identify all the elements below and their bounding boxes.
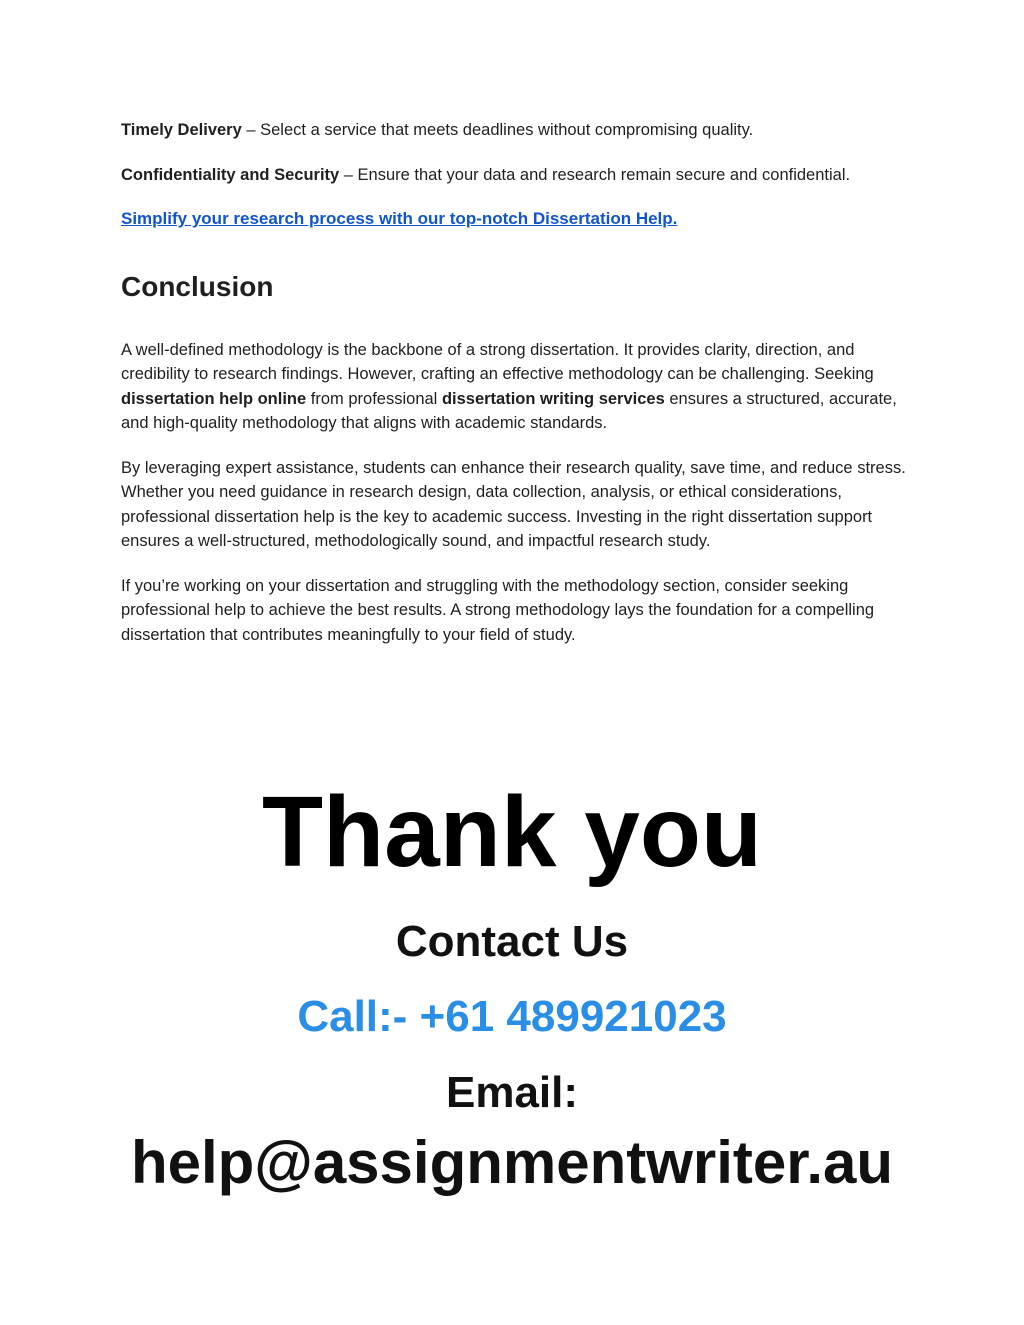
bold-run: dissertation writing services	[441, 389, 665, 408]
conclusion-heading: Conclusion	[121, 270, 274, 302]
cta-paragraph	[121, 207, 911, 232]
conclusion-paragraph-2: By leveraging expert assistance, students can enhance their research quality, save time, and reduce stress. Whether you need guidance in research design, data collection, analysis, or ethical considerations, professional dissertation help is the key to academic success. Investing in the right dissertation support ensures a well-structured, methodologically sound, and impactful research study.	[121, 458, 906, 550]
document-body	[121, 118, 911, 667]
email-label: Email:	[445, 1068, 579, 1117]
thank-you-heading: Thank you	[261, 776, 763, 888]
text-run: from professional	[306, 389, 442, 408]
point-text: – Select a service that meets deadlines without compromising quality.	[241, 121, 754, 139]
contact-us-heading: Contact Us	[395, 917, 629, 966]
call-number: Call:- +61 489921023	[297, 992, 727, 1041]
text-run: ensures a structured, accurate, and high-quality methodology that aligns with academic standards.	[121, 389, 897, 432]
point-text: – Ensure that your data and research remain secure and confidential.	[339, 165, 851, 184]
conclusion-paragraph-3: If you’re working on your dissertation and struggling with the methodology section, consider seeking professional help to achieve the best results. A strong methodology lays the foundation for a compelling dissertation that contributes meaningfully to your field of study.	[121, 576, 875, 644]
point-term: Timely Delivery	[121, 121, 242, 139]
email-address: help@assignmentwriter.au	[130, 1129, 894, 1196]
point-timely-delivery	[121, 118, 911, 143]
conclusion-paragraph-1	[121, 338, 911, 436]
point-term: Confidentiality and Security	[121, 165, 340, 184]
point-confidentiality	[121, 163, 911, 188]
dissertation-help-link[interactable]: Simplify your research process with our top-notch Dissertation Help.	[121, 209, 678, 228]
text-run: A well-defined methodology is the backbone of a strong dissertation. It provides clarity, direction, and credibility to research findings. However, crafting an effective methodology can be challenging. Seeking	[121, 340, 874, 383]
bold-run: dissertation help online	[121, 389, 307, 408]
